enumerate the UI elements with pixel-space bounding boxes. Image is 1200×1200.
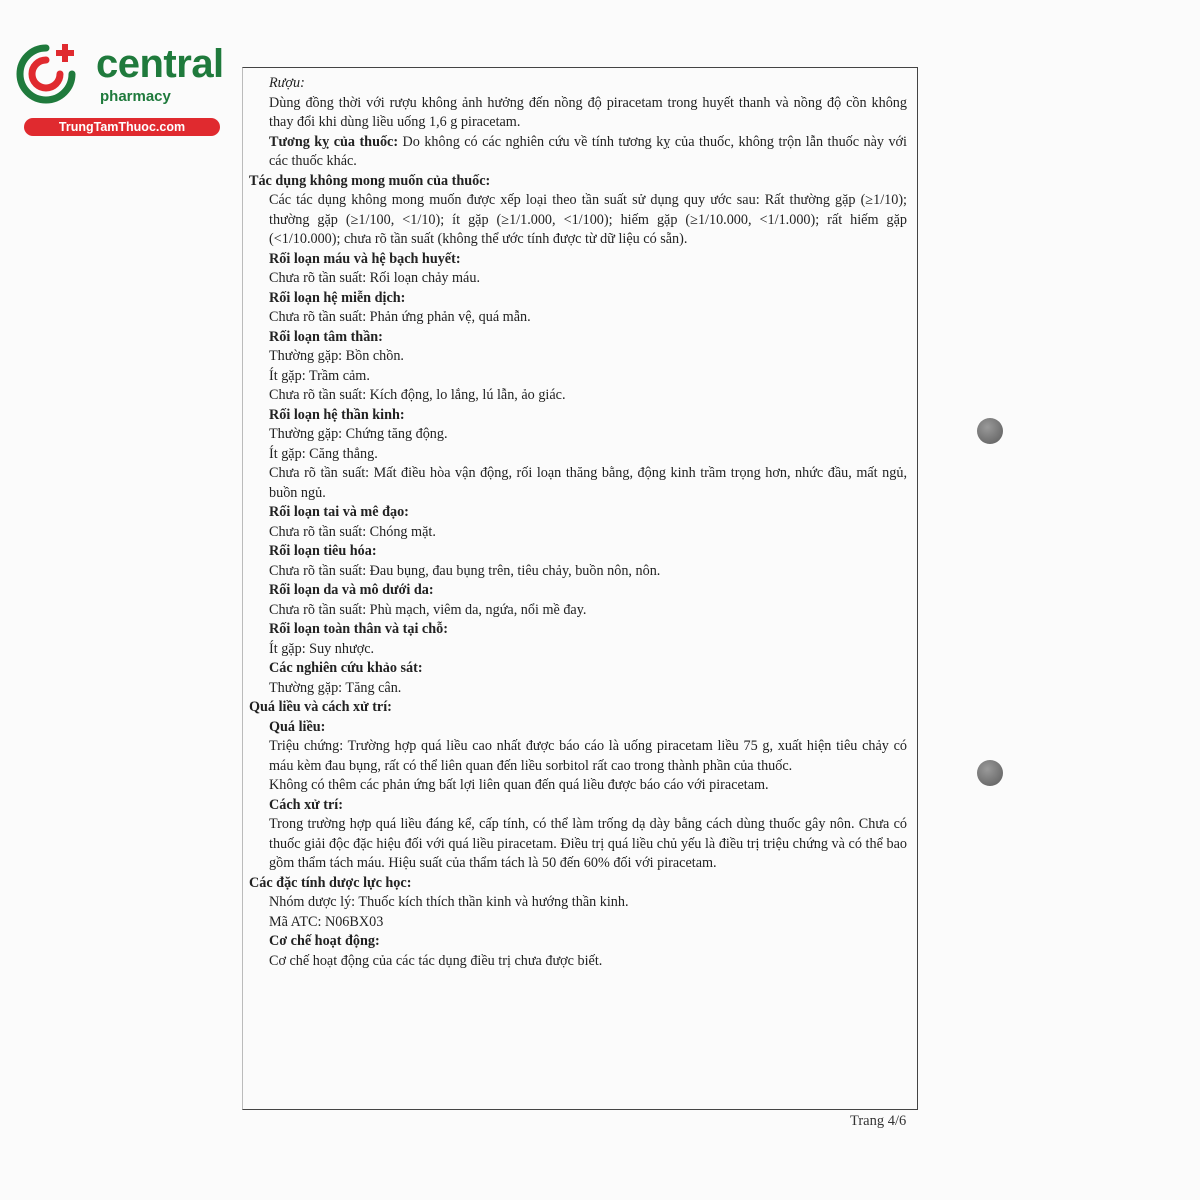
side-effects-heading: Tác dụng không mong muốn của thuốc: [249,172,491,189]
punch-hole [977,418,1003,444]
nervous-system-item: Thường gặp: Chứng tăng động. [269,426,448,442]
ear-disorders-item: Chưa rõ tần suất: Chóng mặt. [269,523,436,540]
skin-disorders-heading: Rối loạn da và mô dưới da: [269,582,434,598]
investigations-item: Thường gặp: Tăng cân. [269,679,402,696]
central-pharmacy-logo-icon [10,38,82,110]
side-effects-intro: Các tác dụng không mong muốn được xếp loại theo tần suất sử dụng quy ước sau: Rất thường gặp (≥1/10); thường gặp (≥1/100, <1/10); ít gặp (≥1/1.000, <1/100); hiếm gặp (≥1/10.000, <1/1.000); rất hiếm gặp (<1/10.000); chưa rõ tần suất (không thể ước tính được từ dữ liệu có sẵn). [269,192,907,247]
punch-hole [977,760,1003,786]
treatment-subheading: Cách xử trí: [269,796,343,813]
nervous-system-heading: Rối loạn hệ thần kinh: [269,406,405,423]
document-page [242,67,918,1110]
incompatibility-paragraph [249,133,913,172]
overdose-symptoms: Triệu chứng: Trường hợp quá liều cao nhất được báo cáo là uống piracetam liều 75 g, xuất hiện tiêu chảy có máu kèm đau bụng, rất có thể liên quan đến liều sorbitol rất cao trong thành phần của thuốc. [269,738,907,774]
blood-disorders-item: Chưa rõ tần suất: Rối loạn chảy máu. [269,270,480,286]
gastrointestinal-heading: Rối loạn tiêu hóa: [269,543,377,559]
immune-disorders-heading: Rối loạn hệ miễn dịch: [269,289,406,306]
investigations-heading: Các nghiên cứu khảo sát: [269,660,423,676]
psychiatric-disorders-heading: Rối loạn tâm thần: [269,328,383,345]
overdose-subheading: Quá liều: [269,718,326,735]
pharmacological-group: Nhóm dược lý: Thuốc kích thích thần kinh và hướng thần kinh. [269,894,629,910]
gastrointestinal-item: Chưa rõ tần suất: Đau bụng, đau bụng trên, tiêu chảy, buồn nôn, nôn. [269,562,661,579]
brand-name: central [96,42,224,86]
nervous-system-item: Ít gặp: Căng thẳng. [269,445,378,462]
blood-disorders-heading: Rối loạn máu và hệ bạch huyết: [269,250,461,267]
mechanism-text: Cơ chế hoạt động của các tác dụng điều trị chưa được biết. [269,952,603,969]
document-content [249,74,913,971]
psychiatric-item: Chưa rõ tần suất: Kích động, lo lắng, lú lẫn, ảo giác. [269,387,566,403]
nervous-system-item: Chưa rõ tần suất: Mất điều hòa vận động, rối loạn thăng bằng, động kinh trầm trọng hơn, nhức đầu, mất ngủ, buồn ngủ. [269,465,907,501]
alcohol-text: Dùng đồng thời với rượu không ảnh hưởng đến nồng độ piracetam trong huyết thanh và nồng độ cồn không thay đổi khi dùng liều uống 1,6 g piracetam. [269,94,907,130]
incompatibility-text: Do không có các nghiên cứu về tính tương kỵ của thuốc, không trộn lẫn thuốc này với các thuốc khác. [269,133,907,169]
ear-disorders-heading: Rối loạn tai và mê đạo: [269,504,409,520]
general-disorders-item: Ít gặp: Suy nhược. [269,640,375,657]
treatment-text: Trong trường hợp quá liều đáng kể, cấp tính, có thể làm trống dạ dày bằng cách dùng thuốc gây nôn. Chưa có thuốc giải độc đặc hiệu đối với quá liều piracetam. Điều trị quá liều chủ yếu là điều trị triệu chứng và có thể bao gồm thẩm tách máu. Hiệu suất của thẩm tách là 50 đến 60% đối với piracetam. [269,816,907,871]
overdose-note: Không có thêm các phản ứng bất lợi liên quan đến quá liều được báo cáo với piracetam. [269,777,769,793]
general-disorders-heading: Rối loạn toàn thân và tại chỗ: [269,621,448,637]
psychiatric-item: Ít gặp: Trầm cảm. [269,367,370,384]
mechanism-subheading: Cơ chế hoạt động: [269,933,380,949]
page-number: Trang 4/6 [850,1113,907,1129]
brand-logo [10,38,224,138]
incompatibility-label: Tương kỵ của thuốc: [269,133,399,150]
overdose-heading: Quá liều và cách xử trí: [249,699,392,715]
alcohol-heading: Rượu: [269,75,305,91]
immune-disorders-item: Chưa rõ tần suất: Phản ứng phản vệ, quá mẫn. [269,309,531,325]
atc-code: Mã ATC: N06BX03 [269,913,384,930]
pharmacodynamics-heading: Các đặc tính dược lực học: [249,874,412,891]
brand-url: TrungTamThuoc.com [24,118,220,136]
psychiatric-item: Thường gặp: Bồn chồn. [269,348,404,364]
brand-subtitle: pharmacy [100,88,171,105]
skin-disorders-item: Chưa rõ tần suất: Phù mạch, viêm da, ngứa, nổi mề đay. [269,601,587,618]
